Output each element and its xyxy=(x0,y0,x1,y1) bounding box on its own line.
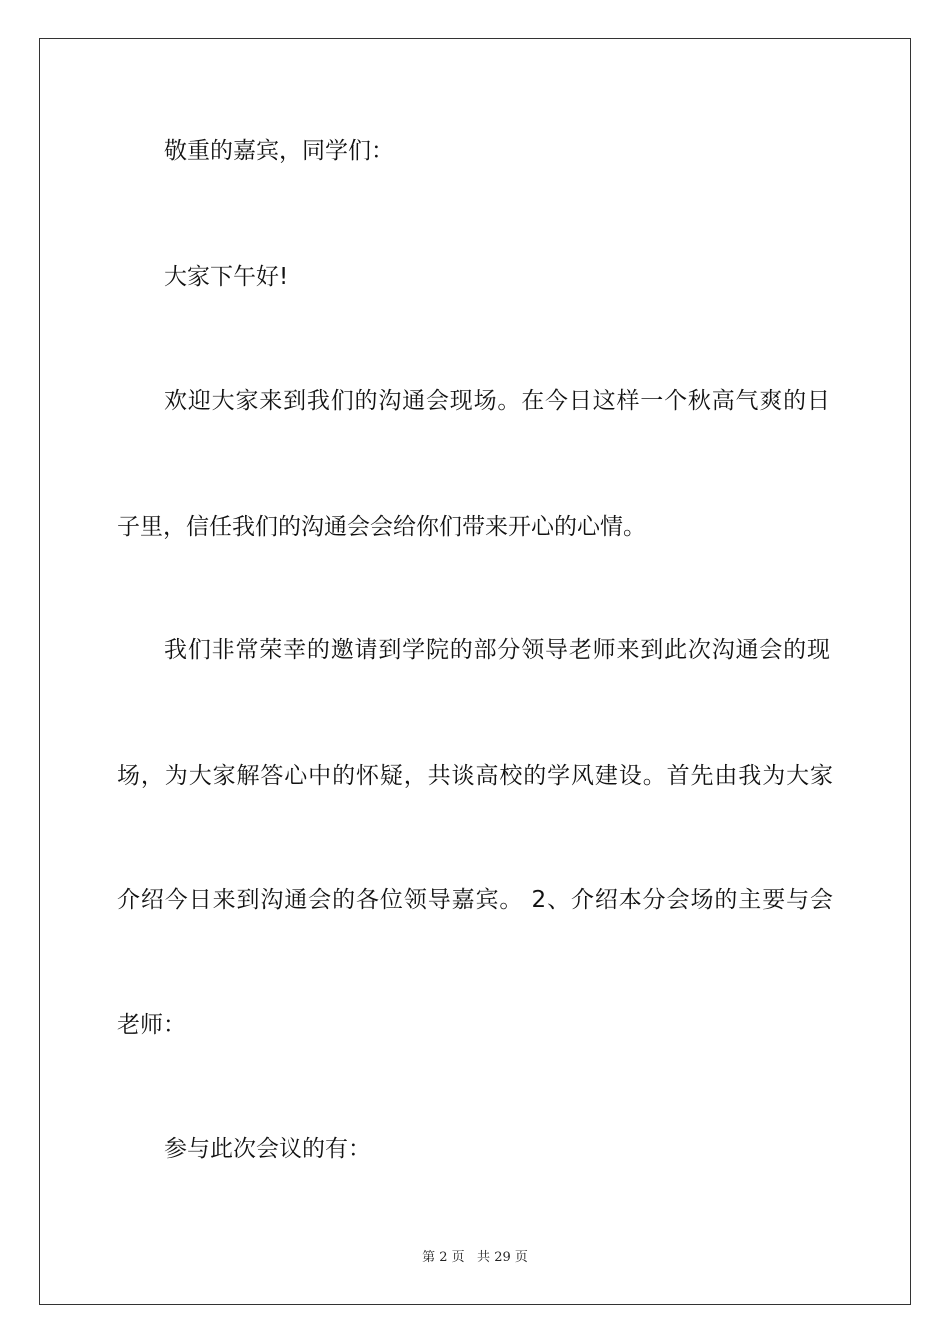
greeting-line: 敬重的嘉宾，同学们： xyxy=(164,138,394,164)
page-frame xyxy=(39,38,911,1305)
paragraph-invite-line-4: 老师： xyxy=(117,1012,186,1038)
paragraph-invite-line-1: 我们非常荣幸的邀请到学院的部分领导老师来到此次沟通会的现 xyxy=(164,637,830,663)
paragraph-invite-line-2: 场，为大家解答心中的怀疑，共谈高校的学风建设。首先由我为大家 xyxy=(117,763,833,789)
afternoon-greeting-line: 大家下午好! xyxy=(164,264,289,290)
paragraph-invite-line-3: 介绍今日来到沟通会的各位领导嘉宾。 2、介绍本分会场的主要与会 xyxy=(117,887,833,913)
page-number-footer: 第 2 页 共 29 页 xyxy=(422,1250,528,1265)
paragraph-welcome-line-2: 子里，信任我们的沟通会会给你们带来开心的心情。 xyxy=(117,514,646,540)
paragraph-welcome-line-1: 欢迎大家来到我们的沟通会现场。在今日这样一个秋高气爽的日 xyxy=(164,388,830,414)
attendees-line: 参与此次会议的有： xyxy=(164,1136,371,1162)
